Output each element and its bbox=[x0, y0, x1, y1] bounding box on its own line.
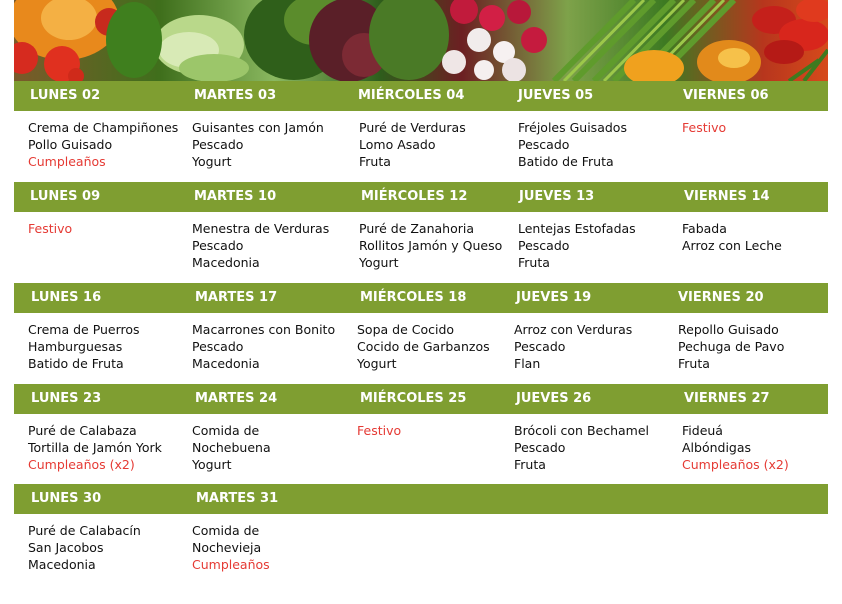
menu-dish: Arroz con Verduras bbox=[514, 322, 633, 337]
menu-dish: Nochebuena bbox=[192, 440, 271, 455]
menu-dish: Yogurt bbox=[192, 154, 232, 169]
menu-dish: Albóndigas bbox=[682, 440, 752, 455]
menu-dish: Crema de Puerros bbox=[28, 322, 140, 337]
day-menu bbox=[359, 119, 466, 170]
day-header: MARTES 10 bbox=[194, 189, 277, 204]
menu-dish: Comida de bbox=[192, 423, 260, 438]
menu-dish: Flan bbox=[514, 356, 541, 371]
menu-note: Festivo bbox=[682, 120, 727, 135]
day-menu bbox=[192, 119, 324, 170]
menu-dish: Puré de Calabacín bbox=[28, 523, 141, 538]
day-header: LUNES 30 bbox=[31, 491, 102, 506]
menu-note: Festivo bbox=[357, 423, 402, 438]
day-menu bbox=[682, 422, 789, 473]
day-menu bbox=[357, 422, 401, 439]
menu-dish: Fruta bbox=[678, 356, 710, 371]
day-menu bbox=[357, 321, 490, 372]
menu-dish: Sopa de Cocido bbox=[357, 322, 455, 337]
day-menu bbox=[28, 220, 72, 237]
day-menu bbox=[678, 321, 784, 372]
vegetables-photo-icon bbox=[14, 0, 828, 81]
day-header: MARTES 24 bbox=[195, 391, 278, 406]
day-menu bbox=[518, 119, 627, 170]
menu-dish: Batido de Fruta bbox=[28, 356, 124, 371]
menu-dish: Pechuga de Pavo bbox=[678, 339, 785, 354]
menu-dish: Pescado bbox=[514, 339, 566, 354]
day-header: MARTES 03 bbox=[194, 88, 277, 103]
menu-note: Cumpleaños bbox=[28, 154, 106, 169]
menu-dish: Lentejas Estofadas bbox=[518, 221, 636, 236]
day-menu bbox=[192, 422, 271, 473]
day-header: JUEVES 13 bbox=[519, 189, 595, 204]
day-header: VIERNES 20 bbox=[678, 290, 764, 305]
week-header-bar bbox=[14, 484, 828, 514]
day-header: VIERNES 06 bbox=[683, 88, 769, 103]
day-menu bbox=[28, 321, 140, 372]
menu-dish: Macarrones con Bonito bbox=[192, 322, 336, 337]
menu-dish: Fréjoles Guisados bbox=[518, 120, 627, 135]
menu-note: Festivo bbox=[28, 221, 73, 236]
menu-dish: Lomo Asado bbox=[359, 137, 436, 152]
vegetables-banner bbox=[14, 0, 828, 81]
menu-dish: Pescado bbox=[514, 440, 566, 455]
menu-note: Cumpleaños (x2) bbox=[682, 457, 789, 472]
day-header: MIÉRCOLES 12 bbox=[361, 189, 468, 204]
menu-note: Cumpleaños bbox=[192, 557, 270, 572]
menu-dish: Pollo Guisado bbox=[28, 137, 113, 152]
week-header-bar bbox=[14, 384, 828, 414]
menu-dish: Fabada bbox=[682, 221, 727, 236]
menu-dish: Cocido de Garbanzos bbox=[357, 339, 490, 354]
menu-dish: Puré de Zanahoria bbox=[359, 221, 475, 236]
day-header: LUNES 23 bbox=[31, 391, 102, 406]
day-header: VIERNES 14 bbox=[684, 189, 770, 204]
day-header: LUNES 16 bbox=[31, 290, 102, 305]
day-header: MARTES 31 bbox=[196, 491, 279, 506]
menu-dish: Pescado bbox=[192, 137, 244, 152]
menu-dish: Yogurt bbox=[192, 457, 232, 472]
menu-dish: Fruta bbox=[514, 457, 546, 472]
menu-dish: Batido de Fruta bbox=[518, 154, 614, 169]
menu-dish: Rollitos Jamón y Queso bbox=[359, 238, 503, 253]
menu-dish: Nochevieja bbox=[192, 540, 262, 555]
menu-dish: Puré de Verduras bbox=[359, 120, 466, 135]
menu-dish: Crema de Champiñones bbox=[28, 120, 179, 135]
menu-dish: Pescado bbox=[192, 339, 244, 354]
menu-dish: Fideuá bbox=[682, 423, 723, 438]
day-menu bbox=[514, 422, 649, 473]
day-menu bbox=[518, 220, 636, 271]
week-header-bar bbox=[14, 283, 828, 313]
day-menu bbox=[192, 522, 270, 573]
menu-dish: Brócoli con Bechamel bbox=[514, 423, 650, 438]
menu-dish: Repollo Guisado bbox=[678, 322, 779, 337]
day-menu bbox=[28, 522, 141, 573]
menu-dish: Macedonia bbox=[28, 557, 96, 572]
menu-dish: Pescado bbox=[518, 137, 570, 152]
menu-dish: Tortilla de Jamón York bbox=[28, 440, 162, 455]
day-menu bbox=[359, 220, 502, 271]
day-menu bbox=[514, 321, 632, 372]
day-menu bbox=[682, 220, 782, 254]
menu-dish: San Jacobos bbox=[28, 540, 104, 555]
day-header: LUNES 02 bbox=[30, 88, 101, 103]
day-header: VIERNES 27 bbox=[684, 391, 770, 406]
menu-dish: Fruta bbox=[359, 154, 391, 169]
menu-dish: Macedonia bbox=[192, 356, 260, 371]
menu-dish: Pescado bbox=[518, 238, 570, 253]
day-header: MIÉRCOLES 25 bbox=[360, 391, 467, 406]
menu-dish: Arroz con Leche bbox=[682, 238, 782, 253]
menu-dish: Hamburguesas bbox=[28, 339, 123, 354]
menu-dish: Menestra de Verduras bbox=[192, 221, 330, 236]
day-menu bbox=[682, 119, 726, 136]
menu-dish: Guisantes con Jamón bbox=[192, 120, 324, 135]
menu-note: Cumpleaños (x2) bbox=[28, 457, 135, 472]
day-header: LUNES 09 bbox=[30, 189, 101, 204]
menu-dish: Yogurt bbox=[359, 255, 399, 270]
day-header: JUEVES 19 bbox=[516, 290, 592, 305]
day-menu bbox=[192, 321, 335, 372]
menu-dish: Pescado bbox=[192, 238, 244, 253]
day-menu bbox=[28, 119, 178, 170]
day-header: MARTES 17 bbox=[195, 290, 278, 305]
menu-dish: Puré de Calabaza bbox=[28, 423, 137, 438]
menu-dish: Yogurt bbox=[357, 356, 397, 371]
week-header-bar bbox=[14, 182, 828, 212]
day-header: JUEVES 05 bbox=[518, 88, 594, 103]
week-header-bar bbox=[14, 81, 828, 111]
day-menu bbox=[28, 422, 162, 473]
menu-dish: Comida de bbox=[192, 523, 260, 538]
day-header: JUEVES 26 bbox=[516, 391, 592, 406]
day-menu bbox=[192, 220, 329, 271]
day-header: MIÉRCOLES 18 bbox=[360, 290, 467, 305]
day-header: MIÉRCOLES 04 bbox=[358, 88, 465, 103]
menu-dish: Macedonia bbox=[192, 255, 260, 270]
menu-dish: Fruta bbox=[518, 255, 550, 270]
